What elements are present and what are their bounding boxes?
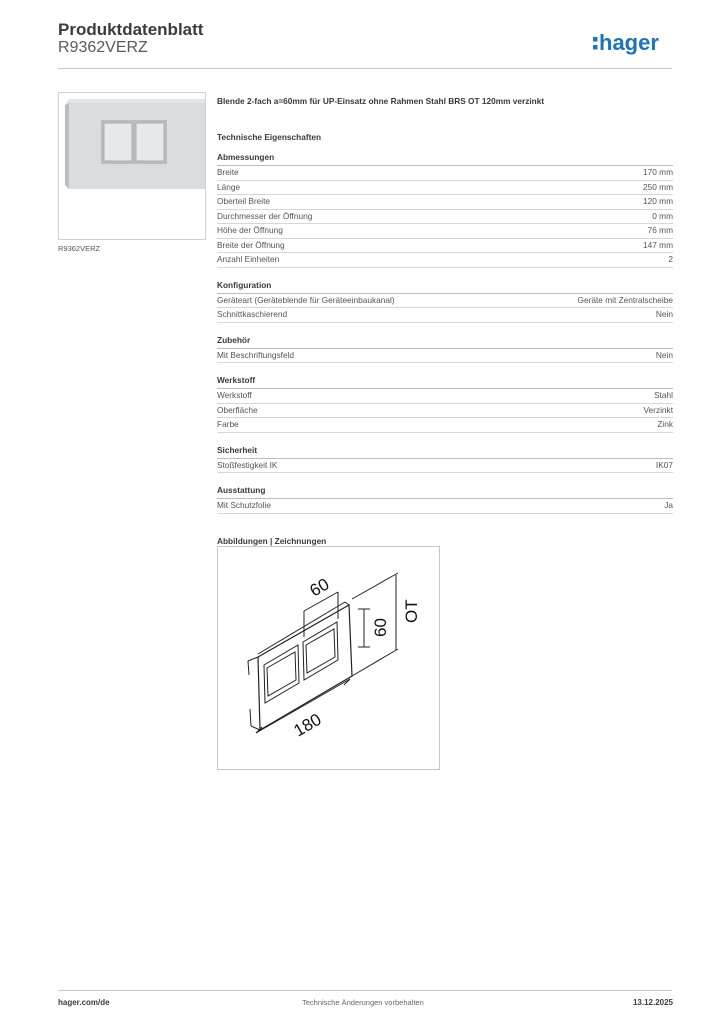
page-title: Produktdatenblatt — [58, 20, 204, 39]
spec-label: Länge — [217, 181, 241, 192]
spec-label: Breite der Öffnung — [217, 239, 285, 250]
spec-label: Schnittkaschierend — [217, 309, 288, 319]
technical-drawing — [217, 546, 440, 770]
spec-label: Oberfläche — [217, 404, 258, 415]
product-photo — [58, 92, 206, 240]
dim-side-label: 60 — [371, 618, 390, 637]
group-title: Zubehör — [217, 335, 673, 349]
spec-row — [217, 181, 673, 196]
spec-row — [217, 224, 673, 239]
group-title: Ausstattung — [217, 485, 673, 499]
spec-value: 147 mm — [643, 239, 673, 250]
spec-row — [217, 308, 673, 323]
group-title: Abmessungen — [217, 152, 673, 166]
spec-row — [217, 404, 673, 419]
spec-content — [217, 96, 673, 548]
spec-value: 250 mm — [643, 181, 673, 192]
spec-row — [217, 210, 673, 225]
spec-value: IK07 — [655, 459, 673, 470]
header-divider — [58, 68, 672, 69]
product-description: Blende 2-fach a=60mm für UP-Einsatz ohne Rahmen Stahl BRS OT 120mm verzinkt — [217, 96, 545, 106]
spec-value: 170 mm — [643, 167, 673, 177]
group-title: Werkstoff — [217, 375, 673, 389]
spec-label: Anzahl Einheiten — [217, 254, 280, 264]
spec-row — [217, 459, 673, 474]
footer-website-link[interactable]: hager.com/de — [58, 998, 110, 1007]
spec-row — [217, 499, 673, 514]
spec-label: Höhe der Öffnung — [217, 225, 283, 235]
spec-label: Geräteart (Geräteblende für Geräteeinbaukanal) — [217, 294, 395, 305]
footer-note: Technische Änderungen vorbehalten — [302, 998, 424, 1007]
spec-label: Breite — [217, 167, 239, 177]
spec-value: Nein — [655, 349, 673, 360]
spec-label: Oberteil Breite — [217, 196, 271, 206]
group-title: Sicherheit — [217, 445, 673, 459]
group-title: Konfiguration — [217, 280, 673, 294]
spec-value: 120 mm — [643, 196, 673, 206]
spec-groups — [217, 152, 673, 514]
logo-text: hager — [599, 30, 659, 55]
dim-ot-label: OT — [402, 599, 421, 623]
spec-row — [217, 239, 673, 254]
spec-row — [217, 349, 673, 364]
spec-label: Werkstoff — [217, 390, 252, 400]
spec-row — [217, 294, 673, 309]
spec-row — [217, 418, 673, 433]
article-number: R9362VERZ — [58, 39, 148, 56]
hager-logo — [592, 28, 676, 58]
spec-value: Stahl — [654, 390, 673, 400]
spec-row — [217, 195, 673, 210]
spec-value: 0 mm — [652, 210, 673, 221]
spec-row — [217, 389, 673, 404]
spec-label: Durchmesser der Öffnung — [217, 210, 313, 221]
drawings-title: Abbildungen | Zeichnungen — [217, 535, 327, 546]
spec-value: Nein — [655, 309, 673, 319]
spec-label: Mit Schutzfolie — [217, 500, 271, 510]
spec-label: Mit Beschriftungsfeld — [217, 349, 295, 360]
footer-date: 13.12.2025 — [632, 998, 673, 1007]
spec-value: 2 — [668, 254, 673, 264]
footer-divider — [58, 990, 672, 991]
section-title: Technische Eigenschaften — [217, 132, 322, 142]
spec-label: Farbe — [217, 419, 239, 429]
spec-row — [217, 166, 673, 181]
spec-value: 76 mm — [647, 225, 673, 235]
spec-value: Ja — [664, 500, 673, 510]
spec-value: Verzinkt — [643, 404, 673, 415]
photo-caption: R9362VERZ — [58, 244, 101, 253]
dim-top-label: 60 — [306, 574, 333, 601]
dim-bottom-label: 180 — [290, 709, 325, 741]
spec-label: Stoßfestigkeit IK — [217, 459, 278, 470]
spec-value: Geräte mit Zentralscheibe — [577, 294, 673, 305]
spec-row — [217, 253, 673, 268]
spec-value: Zink — [657, 419, 673, 429]
